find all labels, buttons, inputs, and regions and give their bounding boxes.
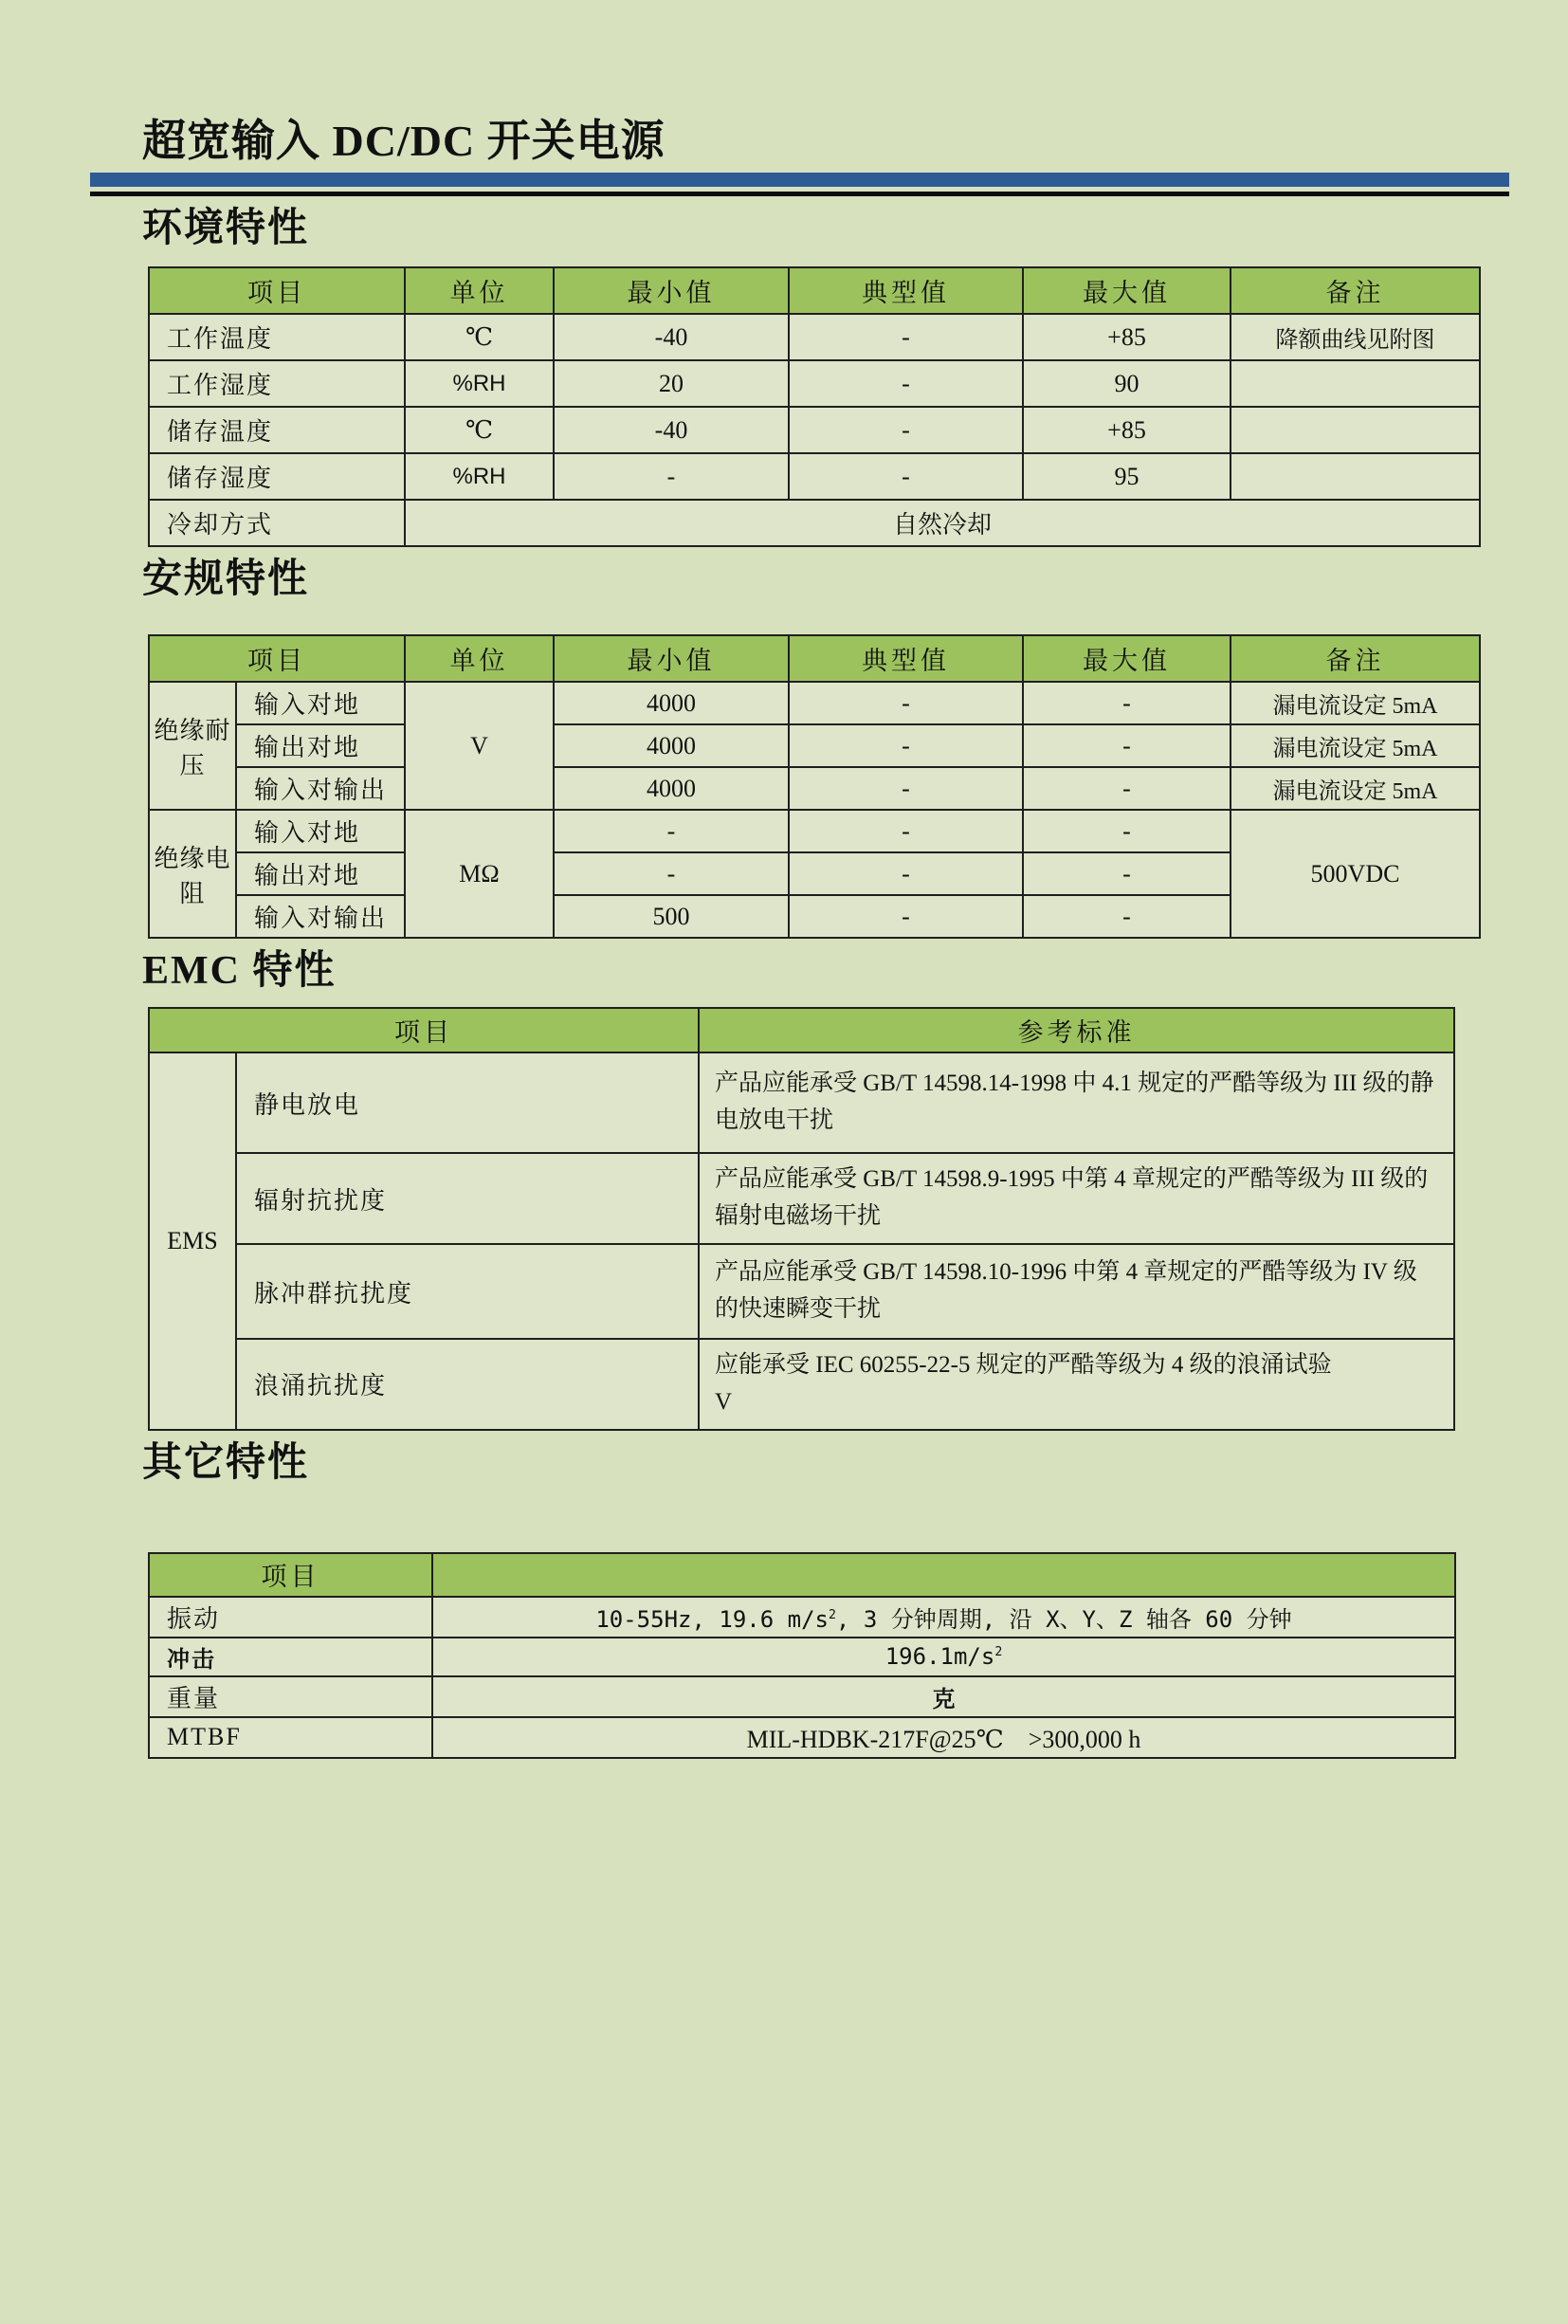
datasheet-page — [0, 106, 1568, 2324]
col-header-typ: 典型值 — [789, 635, 1023, 682]
cell-note: 漏电流设定 5mA — [1231, 724, 1480, 767]
cell-typ: - — [789, 682, 1023, 724]
table-row — [149, 1638, 1455, 1676]
standard-text-line1: 应能承受 IEC 60255-22-5 规定的严酷等级为 4 级的浪涌试验 — [715, 1352, 1332, 1378]
cell-note-500vdc: 500VDC — [1231, 810, 1480, 938]
standard-text-line2: V — [715, 1388, 733, 1415]
col-header-item: 项目 — [149, 635, 405, 682]
table-row — [149, 724, 1480, 767]
cell-note: 降额曲线见附图 — [1231, 314, 1480, 360]
row-label-mtbf: MTBF — [149, 1717, 432, 1758]
table-row — [149, 1339, 1454, 1430]
cell-min: - — [554, 852, 789, 895]
section-heading-safety: 安规特性 — [142, 558, 310, 601]
cell-shock-value — [432, 1638, 1455, 1676]
cell-min: - — [554, 810, 789, 852]
cell-min: 4000 — [554, 682, 789, 724]
value-text: , 3 分钟周期, 沿 X、Y、Z 轴各 60 分钟 — [835, 1605, 1292, 1633]
cell-note — [1231, 360, 1480, 407]
emc-table — [148, 1007, 1455, 1431]
accent-bar — [90, 173, 1509, 187]
table-header-row — [149, 1553, 1455, 1597]
page-title: 超宽输入 DC/DC 开关电源 — [142, 117, 665, 165]
col-header-min: 最小值 — [554, 635, 789, 682]
row-label: 脉冲群抗扰度 — [236, 1244, 699, 1339]
table-row — [149, 1052, 1454, 1153]
row-label-vibration: 振动 — [149, 1597, 432, 1638]
col-header-blank — [432, 1553, 1455, 1597]
row-label: 浪涌抗扰度 — [236, 1339, 699, 1430]
table-header-row — [149, 267, 1480, 314]
table-row — [149, 767, 1480, 810]
table-row — [149, 1676, 1455, 1717]
cell-typ: - — [789, 810, 1023, 852]
row-label: 辐射抗扰度 — [236, 1153, 699, 1244]
cell-vibration-value — [432, 1597, 1455, 1638]
row-label: 冷却方式 — [149, 500, 405, 546]
cell-typ: - — [789, 724, 1023, 767]
row-label-weight: 重量 — [149, 1676, 432, 1717]
table-row — [149, 360, 1480, 407]
cell-max: - — [1023, 724, 1231, 767]
other-table — [148, 1552, 1456, 1759]
col-header-note: 备注 — [1231, 267, 1480, 314]
cell-note — [1231, 407, 1480, 453]
row-label: 输入对地 — [236, 682, 405, 724]
value-superscript: 2 — [994, 1645, 1003, 1659]
table-row — [149, 1244, 1454, 1339]
col-header-unit: 单位 — [405, 635, 554, 682]
table-row — [149, 1717, 1455, 1758]
cell-cooling-value: 自然冷却 — [405, 500, 1480, 546]
group-label-withstand-voltage: 绝缘耐压 — [149, 682, 236, 810]
cell-min: - — [554, 453, 789, 500]
cell-max: - — [1023, 852, 1231, 895]
value-text: 196.1m/s — [884, 1643, 995, 1670]
cell-max: - — [1023, 682, 1231, 724]
cell-min: -40 — [554, 407, 789, 453]
table-row — [149, 1597, 1455, 1638]
cell-min: 4000 — [554, 724, 789, 767]
cell-min: -40 — [554, 314, 789, 360]
cell-max: 95 — [1023, 453, 1231, 500]
col-header-standard: 参考标准 — [699, 1008, 1454, 1052]
table-row — [149, 1153, 1454, 1244]
cell-typ: - — [789, 767, 1023, 810]
cell-standard — [699, 1339, 1454, 1430]
safety-table — [148, 634, 1481, 939]
col-header-min: 最小值 — [554, 267, 789, 314]
col-header-note: 备注 — [1231, 635, 1480, 682]
col-header-item: 项目 — [149, 1008, 699, 1052]
cell-max: - — [1023, 767, 1231, 810]
row-label: 工作温度 — [149, 314, 405, 360]
cell-max: - — [1023, 895, 1231, 938]
row-label: 输出对地 — [236, 724, 405, 767]
cell-note — [1231, 453, 1480, 500]
cell-unit: MΩ — [405, 810, 554, 938]
col-header-max: 最大值 — [1023, 267, 1231, 314]
col-header-unit: 单位 — [405, 267, 554, 314]
cell-unit: ℃ — [405, 314, 554, 360]
cell-weight-value: 克 — [432, 1676, 1455, 1717]
table-row — [149, 810, 1480, 852]
cell-standard: 产品应能承受 GB/T 14598.14-1998 中 4.1 规定的严酷等级为 III 级的静电放电干扰 — [699, 1052, 1454, 1153]
table-header-row — [149, 635, 1480, 682]
table-row — [149, 682, 1480, 724]
group-label-insulation-resistance: 绝缘电阻 — [149, 810, 236, 938]
cell-max: - — [1023, 810, 1231, 852]
row-label: 输入对输出 — [236, 895, 405, 938]
row-label: 输入对地 — [236, 810, 405, 852]
table-row — [149, 314, 1480, 360]
cell-standard: 产品应能承受 GB/T 14598.9-1995 中第 4 章规定的严酷等级为 III 级的辐射电磁场干扰 — [699, 1153, 1454, 1244]
cell-min: 20 — [554, 360, 789, 407]
cell-typ: - — [789, 360, 1023, 407]
col-header-item: 项目 — [149, 267, 405, 314]
table-header-row — [149, 1008, 1454, 1052]
row-label: 输入对输出 — [236, 767, 405, 810]
section-heading-emc: EMC 特性 — [142, 949, 337, 993]
group-label-ems: EMS — [149, 1052, 236, 1430]
row-label: 静电放电 — [236, 1052, 699, 1153]
cell-max: 90 — [1023, 360, 1231, 407]
col-header-item: 项目 — [149, 1553, 432, 1597]
cell-typ: - — [789, 407, 1023, 453]
col-header-typ: 典型值 — [789, 267, 1023, 314]
section-heading-environment: 环境特性 — [142, 207, 310, 250]
cell-note: 漏电流设定 5mA — [1231, 682, 1480, 724]
row-label-shock: 冲击 — [149, 1638, 432, 1676]
cell-max: +85 — [1023, 407, 1231, 453]
row-label: 输出对地 — [236, 852, 405, 895]
cell-min: 4000 — [554, 767, 789, 810]
cell-typ: - — [789, 314, 1023, 360]
table-row — [149, 453, 1480, 500]
cell-unit: V — [405, 682, 554, 810]
cell-mtbf-value: MIL-HDBK-217F@25℃ >300,000 h — [432, 1717, 1455, 1758]
section-heading-other: 其它特性 — [142, 1440, 310, 1485]
value-text: 10-55Hz, 19.6 m/s — [595, 1605, 829, 1633]
table-row — [149, 407, 1480, 453]
cell-note: 漏电流设定 5mA — [1231, 767, 1480, 810]
row-label: 储存温度 — [149, 407, 405, 453]
cell-unit: %RH — [405, 453, 554, 500]
cell-typ: - — [789, 895, 1023, 938]
row-label: 工作湿度 — [149, 360, 405, 407]
cell-standard: 产品应能承受 GB/T 14598.10-1996 中第 4 章规定的严酷等级为 IV 级的快速瞬变干扰 — [699, 1244, 1454, 1339]
col-header-max: 最大值 — [1023, 635, 1231, 682]
row-label: 储存湿度 — [149, 453, 405, 500]
cell-unit: ℃ — [405, 407, 554, 453]
cell-unit: %RH — [405, 360, 554, 407]
cell-typ: - — [789, 852, 1023, 895]
cell-min: 500 — [554, 895, 789, 938]
cell-max: +85 — [1023, 314, 1231, 360]
environment-table — [148, 266, 1481, 547]
value-superscript: 2 — [828, 1607, 836, 1622]
table-row-cooling — [149, 500, 1480, 546]
cell-typ: - — [789, 453, 1023, 500]
